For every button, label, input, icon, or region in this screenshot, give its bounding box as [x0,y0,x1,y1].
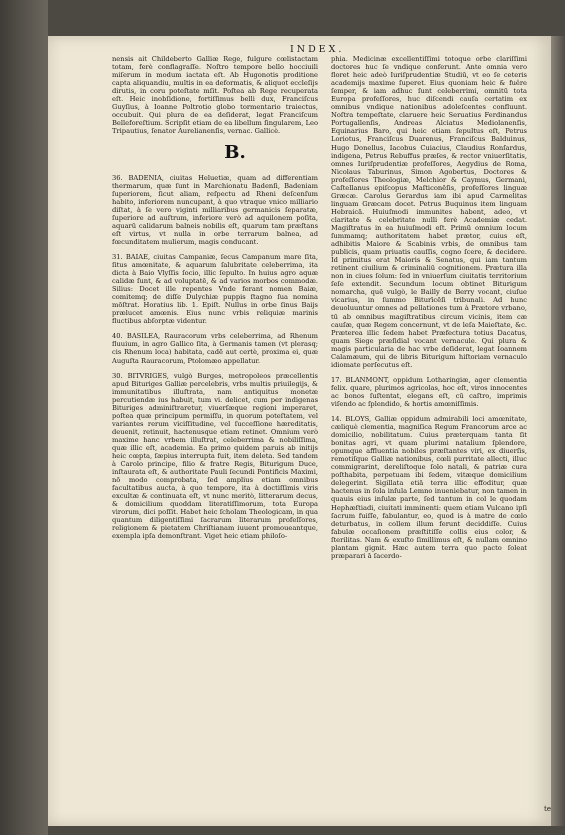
scan-background-top [48,0,565,36]
entry-badenia: 36. BADENIA, ciuitas Heluetiæ, quam ad differentiam thermarum, quæ ſunt in Marchionatu Badenſi, Badeniam ſuperiorem, ſicut aliam, reſpectu ad Rheni deſcenſum habito, inferiorem nuncupant, à quo vtraque vnico milliario diſtat, à ſe vero viginti milliaribus germanicis ſeparatæ, ſuperiore ad auſtrum, inferiore verò ad aquilonem poſita, aquarū calidarum balneis nobilis eſt, quarum tam præſtans eſt virtus, vt nulla in orbe terrarum balnea, ad fœcunditatem mulierum, magis conducant. [112,173,318,246]
section-letter: B. [224,142,246,164]
entry-basilea: 40. BASILEA, Rauracorum vrbs celeberrima, ad Rhenum fluuium, in agro Gallico ſita, à Germanis tamen (vt plerasq; cis Rhenum loca) habitata, cadē aut certè, proxima ei, quæ Auguſta Rauracorum, Ptolomæo appellatur. [112,332,318,365]
page-fore-edge [551,36,565,826]
right-text-column [331,55,527,567]
book-gutter [0,0,48,835]
entry-bloys: 14. BLOYS, Galliæ oppidum admirabili loci amœnitate, cæliquè clementia, magniſica Regum Francorum arce ac domicilio, nobilitatum. Cuius præterquam tanta ſit bonitas agri, vt quam plurimi natalium ſplendore, opumque affluentia nobiles præſtantes viri, ex diuerſis, remotiſque Galliæ nationibus, cœli purritate allecti, illuc commigrarint, dereliſtoque ſolo natali, & patriæ cura poſthabita, perpetuam ibi ſedem, vitæque domicilium delegerint. Sigillata etiā terra illic effoditur, quæ hactenus in ſola inſula Lemno inueniebatur, non tamen in quauis eius inſulæ parte, ſed tantum in col le quodam Hephæſtiadi, ciuitati imminenti: quem etiam Vulcano ipſi ſacrum fuiſſe, fabulantur, eo, quod is à matre de cœlo deturbatus, in collem illum ferunt deciddiſſe. Cuius fabulæ occaſionem præſtitiſſe collis eius color, & ſterilitas. Nam & exuſto ſimillimus eſt, & nullam omnino plantam gignit. Hæc autem terra quo pacto ſoleat præparari ā ſacerdo- [331,415,527,560]
catchword: te [544,805,551,813]
right-intro-paragraph: phia. Medicinæ excellentiſſimi totoque orbe clariſſimi doctores huc ſe vndique conferunt. Ante omnia vero floret heic adeò Iuriſprudentiæ Studiū, vt eo ſe ceteris academijs maxime ſuperet. Eius quoniam heic & fuêre ſemper, & iam adhuc ſunt celeberrimi, omnitū tota Europa profeſſores, huc diſcendi cauſa certatim ex omnibus vndique nationibus adoleſcentes confluunt. Noſtra tempeſtate, claruere heic Seruatius Ferdinandus Portugallenſis, Andreas Alciatus Mediolanenſis, Equinarius Baro, qui heic etiam ſepultus eſt, Petrus Loriotus, Franciſcus Duarenus, Franciſcus Balduinus, Hugo Donellus, Iacobus Cuiacius, Claudius Ronſardus, indigena, Petrus Rebuffus præſes, & rector vniuerſitatis, omnes Iuriſprudentiæ profeſſores, Aegydius de Roma, Nicolaus Taburinus, Simon Agobertus, Doctores & profeſſores Theologiæ, Melchior & Caymus, Germani, Caſtellanus epiſcopus Maſticonēſis, profeſſores linguæ Græcæ. Carolus Gerardus iam ibi apud Carmelitas linguam Græcam docet. Petrus Buquinus item linguam Hebraicā. Huiuſmodi immunites habent, adeo, vt claritate & celebritate nulli ferè Academiæ cedat. Magiſtratus in ea huiuſmodi eſt. Primū omnium locum ſummamq; authoritatem habet prætor, cuius eſt, adhibitis Maiore & Scabinis vrbis, de omnibus tam publicis, quam priuatis cauſſis, cogno ſcere, & decidere. Id primitus erat Maioris & Senatus, qui iam tantum retinent ciuilium & criminaliū cognitionem. Prætura illa non in ciues ſolum: ſed in vniuerſum ciuitatis territorium ſeſe extendit. Secundum locum obtinet Biturigum nomarcha, quē vulgò, le Bailly de Berry vocant, ciuſue vicarius, in ſummo Biturīcēſi tribunali. Ad hunc deuoluuntur omnes ad pellationes tum à Prætore vrbano, tū ab omnibus magiſtratibus circum vicinis, item cæ cauſæ, quæ Regem concernunt, vt de leſa Maieſtate, &c. Præterea illic ſedem habet Præfectura totius Dacatus, quam Siege præſidial vocant vernacule. Qui plura & magis particularia de hac vrbe deſiderat, legat Ioannem Calamæum, qui de libris Biturigum hiſtoriam vernaculo idiomate perſecutus eſt. [331,55,527,369]
scan-background-bottom [48,826,565,835]
entry-blanmont: 17. BLANMONT, oppidum Lotharingiæ, ager clementia felix. quare, plurimos agricolas, hoc eſt, viros innocentes ac bonos ſuſtentat, elegans eſt, cū caſtro, imprimis viſendo ac ſplendido, & hortis amœniſſimis. [331,375,527,408]
entry-bituriges: 30. BITVRIGES, vulgò Burges, metropoleos præcellentis apud Bituriges Galliæ percelebris, vrbs multis priuilegijs, & immunitatibus illuſtrata, nam antiquitus monetæ percutiendæ ius habuit, tum vi. delicet, cum per indigenas Bituriges adminiſtraretur, viuerſæque regioni imperaret, poſtea quæ principum permiſſu, in quorum poteſtatem, vel variantes rerum viciſſitudine, vel ſucceſſione hæreditatis, deuenit, retinuit, hactenusque etiam retinet. Omnium verò maxime hanc vrbem illuſtrat, celeberrima & nobiliſſima, quæ illic eſt, academia. Ea primo quidem paruis ab initijs heic cœpta, ſæpius interrupta fuit, item deleta. Sed tandem à Carolo principe, filio & fratre Regis, Biturigum Duce, inſtaurata eſt, & authoritate Pauli ſecundi Pontificis Maximi, nō modo comprobata, ſed amplius etiam omnibus facultatibus aucta, à quo tempore, ita à doctiſſimis viris excultæ & continuata eſt, vt nunc meritò, litterarum decus, & domicilium quoddam literatiſſimorum, tota Europa virorum, dici poſſit. Habet heic ſcholam Theologicam, in qua quantum diligentiſſimi ſacrarum literarum profeſſores, religionem & pietatem Chriſtianam iuuent promoueantque, exempla ipſa demonſtrant. Viget heic etiam philoſo- [112,371,318,541]
left-intro-paragraph: nensis ait Childeberto Galliæ Rege, fulgure cœlistactam totam, ferè conflagraſſe. Noſtro tempore bello hocciuili miſerum in modum iactata eſt. Ab Hugonotis proditione capta aliquandiu, multis in ea deformatis, & aliquot eccleſijs dirutis, in coru poteſtate mſit. Poſtea ab Rege recuperata eſt. Heic inobſidione, fortiſſimus belli dux, Franciſcus Guyſius, à Ioanne Poltrotio globo tormentario traiectus, occubuit. Qui plura de ea deſiderat, legat Franciſcum Belleforeſtium. Scripſit etiam de ea libellum ſingularem, Leo Tripautius, ſenator Aurelianenſis, vernac. Gallicè. [112,55,318,136]
running-title: INDEX. [290,44,345,55]
left-text-column [112,55,318,548]
entry-baiae: 31. BAIAE, ciuitas Campaniæ, ſecus Campanum mare ſita, ſitus amœnitate, & aquarum ſalubritate celeberrima, ita dicta à Baio Vlyſſis ſocio, illic ſepulto. In huius agro aquæ calidæ ſunt, & ad voluptatē, & ad varios morbos commodæ. Silius: Docet ille repentes Vnde ferant nomen Baiæ, comitemq; de diſſe Dulychiæ puppis ſtagno ſua nomina mōſtrat. Horatius lib. 1. Epiſt. Nullus in orbe ſinus Baijs prælucet amœnis. Eius nunc vrbis reliquiæ marinis fluctibus abſorptæ videntur. [112,252,318,326]
